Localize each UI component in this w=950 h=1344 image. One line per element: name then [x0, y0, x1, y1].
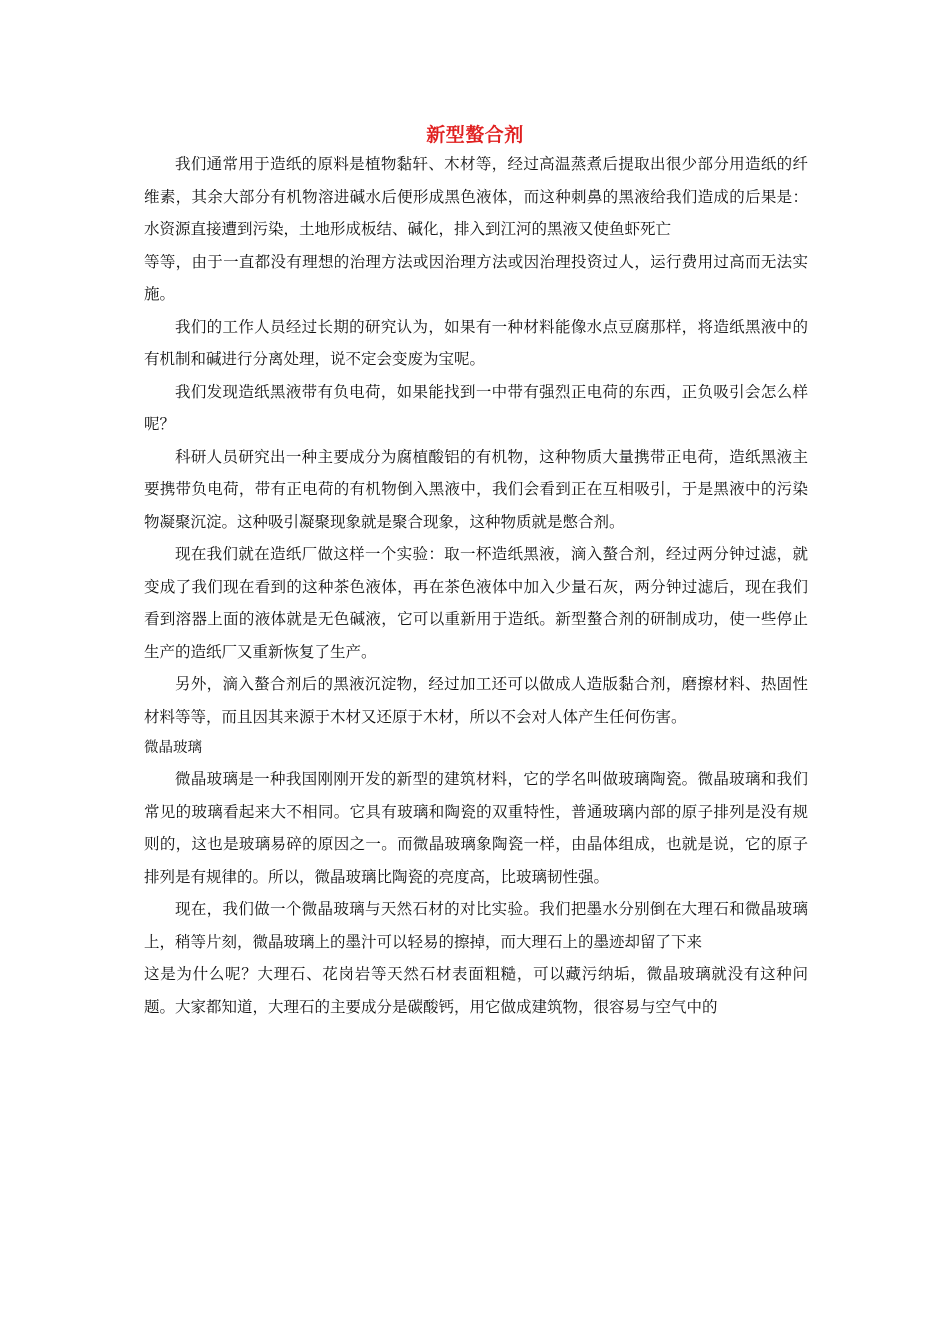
paragraph-2: 等等，由于一直都没有理想的治理方法或因治理方法或因治理投资过人，运行费用过高而无法实施。 — [144, 252, 808, 303]
paragraph-5: 科研人员研究出一种主要成分为腐植酸铝的有机物，这种物质大量携带正电荷，造纸黑液主要携带负电荷，带有正电荷的有机物倒入黑液中，我们会看到正在互相吸引，于是黑液中的污染物凝聚沉淀。这种吸引凝聚现象就是聚合现象，这种物质就是憋合剂。 — [144, 447, 808, 531]
paragraph-3: 我们的工作人员经过长期的研究认为，如果有一种材料能像水点豆腐那样，将造纸黑液中的有机制和碱进行分离处理，说不定会变废为宝呢。 — [144, 317, 808, 368]
paragraph-6: 现在我们就在造纸厂做这样一个实验：取一杯造纸黑液，滴入螯合剂，经过两分钟过滤，就变成了我们现在看到的这种茶色液体，再在茶色液体中加入少量石灰，两分钟过滤后，现在我们看到溶器上面的液体就是无色碱液，它可以重新用于造纸。新型螯合剂的研制成功，使一些停止生产的造纸厂又重新恢复了生产。 — [144, 545, 808, 661]
document-body — [144, 148, 808, 1023]
section-paragraph-3: 这是为什么呢？大理石、花岗岩等天然石材表面粗糙，可以藏污纳垢，微晶玻璃就没有这种问题。大家都知道，大理石的主要成分是碳酸钙，用它做成建筑物，很容易与空气中的 — [144, 965, 808, 1016]
paragraph-7: 另外，滴入螯合剂后的黑液沉淀物，经过加工还可以做成人造版黏合剂，磨擦材料、热固性材料等等，而且因其来源于木材又还原于木材，所以不会对人体产生任何伤害。 — [144, 675, 808, 726]
section-paragraph-2: 现在，我们做一个微晶玻璃与天然石材的对比实验。我们把墨水分别倒在大理石和微晶玻璃上，稍等片刻，微晶玻璃上的墨汁可以轻易的擦掉，而大理石上的墨迹却留了下来 — [144, 900, 808, 951]
document-title: 新型螯合剂 — [426, 124, 524, 146]
paragraph-4: 我们发现造纸黑液带有负电荷，如果能找到一中带有强烈正电荷的东西，正负吸引会怎么样呢？ — [144, 382, 808, 433]
section-heading: 微晶玻璃 — [144, 740, 202, 756]
section-paragraph-1: 微晶玻璃是一种我国刚刚开发的新型的建筑材料，它的学名叫做玻璃陶瓷。微晶玻璃和我们常见的玻璃看起来大不相同。它具有玻璃和陶瓷的双重特性，普通玻璃内部的原子排列是没有规则的，这也是玻璃易碎的原因之一。而微晶玻璃象陶瓷一样，由晶体组成，也就是说，它的原子排列是有规律的。所以，微晶玻璃比陶瓷的亮度高，比玻璃韧性强。 — [144, 770, 808, 886]
paragraph-1: 我们通常用于造纸的原料是植物黏轩、木材等，经过高温蒸煮后提取出很少部分用造纸的纤维素，其余大部分有机物溶进碱水后便形成黑色液体，而这种刺鼻的黑液给我们造成的后果是：水资源直接遭到污染，土地形成板结、碱化，排入到江河的黑液又使鱼虾死亡 — [144, 155, 808, 238]
